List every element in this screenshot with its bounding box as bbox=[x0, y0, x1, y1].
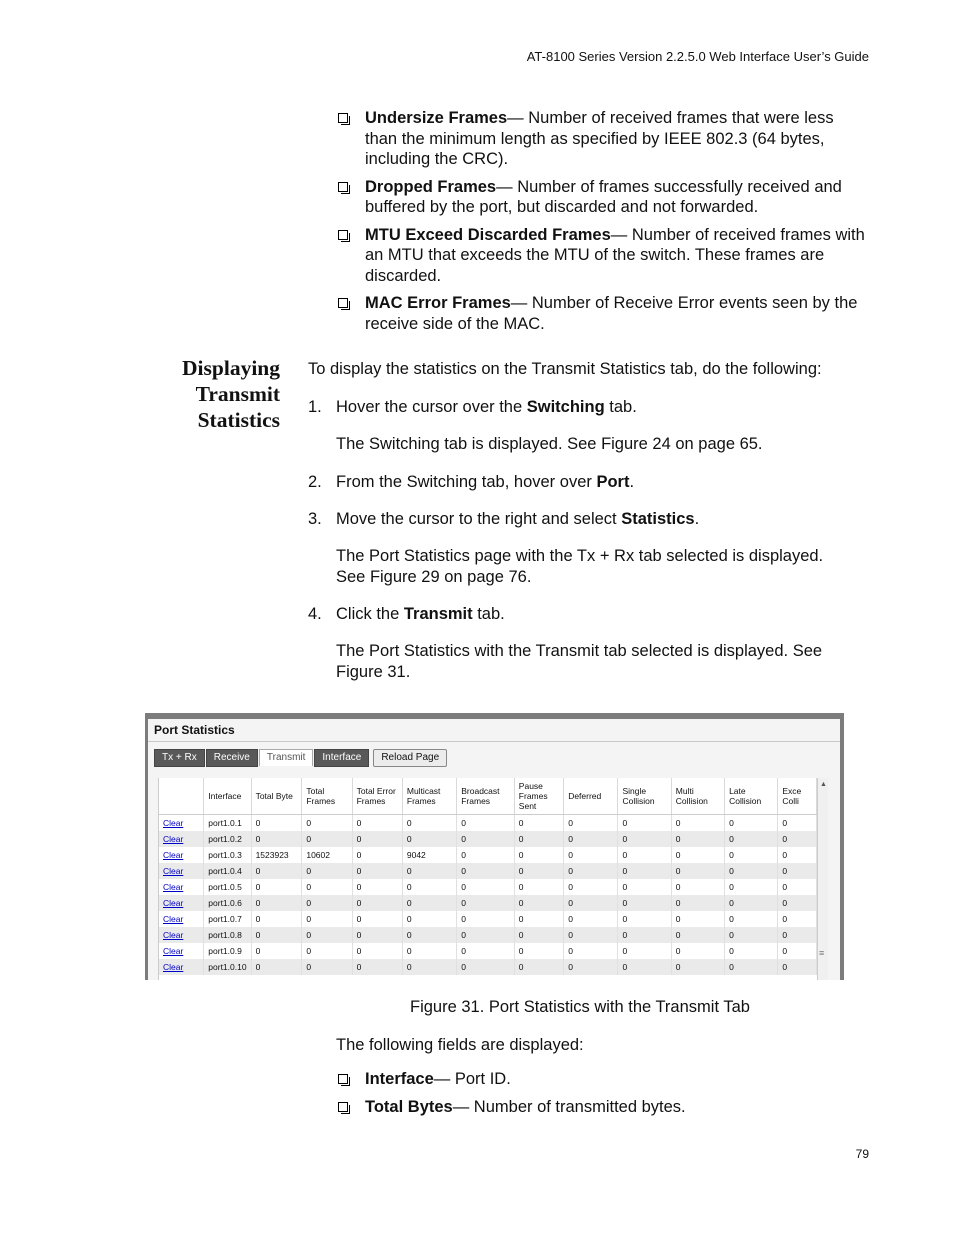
table-cell: 0 bbox=[618, 895, 671, 911]
table-cell: 0 bbox=[725, 911, 778, 927]
table-cell: 0 bbox=[457, 879, 515, 895]
table-cell: 0 bbox=[302, 863, 352, 879]
column-header: Pause Frames Sent bbox=[514, 778, 563, 815]
step-1: 1. Hover the cursor over the Switching tab. bbox=[308, 398, 637, 416]
table-cell: 0 bbox=[778, 959, 817, 975]
table-cell: 1523923 bbox=[251, 847, 302, 863]
table-cell: 0 bbox=[402, 927, 456, 943]
table-cell: 0 bbox=[564, 879, 618, 895]
table-cell: 0 bbox=[725, 943, 778, 959]
table-cell: 0 bbox=[352, 959, 402, 975]
table-cell: 0 bbox=[457, 911, 515, 927]
table-cell: 0 bbox=[514, 879, 563, 895]
table-cell: 0 bbox=[725, 879, 778, 895]
table-cell: 0 bbox=[725, 927, 778, 943]
step-4: 4. Click the Transmit tab. bbox=[308, 605, 505, 623]
table-cell: 0 bbox=[725, 863, 778, 879]
table-cell: 0 bbox=[564, 831, 618, 847]
list-item bbox=[336, 108, 866, 170]
table-row bbox=[159, 863, 817, 879]
field-desc: — Number of received frames that were less than the minimum length as specified by IEEE 802.3 (64 bytes, including the CRC). bbox=[365, 109, 834, 168]
figure-port-statistics bbox=[145, 713, 844, 980]
table-cell: 0 bbox=[671, 879, 724, 895]
table-cell: 0 bbox=[251, 959, 302, 975]
column-header: Multi Collision bbox=[671, 778, 724, 815]
table-cell: 0 bbox=[778, 831, 817, 847]
table-cell: port1.0.4 bbox=[204, 863, 251, 879]
table-cell: 0 bbox=[564, 911, 618, 927]
column-header: Total Frames bbox=[302, 778, 352, 815]
list-item bbox=[336, 177, 866, 218]
column-header: Deferred bbox=[564, 778, 618, 815]
table-cell: port1.0.3 bbox=[204, 847, 251, 863]
table-cell: 0 bbox=[564, 943, 618, 959]
table-cell: 0 bbox=[618, 927, 671, 943]
table-cell: 0 bbox=[457, 927, 515, 943]
table-row bbox=[159, 879, 817, 895]
clear-link[interactable]: Clear bbox=[163, 930, 184, 940]
table-cell: 0 bbox=[251, 911, 302, 927]
table-header-row bbox=[159, 778, 817, 815]
figure-caption: Figure 31. Port Statistics with the Transmit Tab bbox=[410, 998, 750, 1016]
table-cell: 0 bbox=[778, 863, 817, 879]
column-header: Exce Colli bbox=[778, 778, 817, 815]
step-4-result: The Port Statistics with the Transmit tab selected is displayed. See Figure 31. bbox=[336, 642, 823, 681]
table-row bbox=[159, 895, 817, 911]
table-cell: 0 bbox=[302, 927, 352, 943]
running-header: AT-8100 Series Version 2.2.5.0 Web Interface User’s Guide bbox=[526, 49, 869, 64]
scroll-grip-icon[interactable]: ≡ bbox=[819, 948, 825, 958]
column-header bbox=[159, 778, 204, 815]
table-cell: 0 bbox=[725, 895, 778, 911]
clear-cell bbox=[159, 847, 204, 863]
column-header: Interface bbox=[204, 778, 251, 815]
table-cell: 0 bbox=[671, 927, 724, 943]
table-cell: 0 bbox=[402, 895, 456, 911]
field-term: Dropped Frames bbox=[365, 177, 497, 196]
table-cell: port1.0.8 bbox=[204, 927, 251, 943]
table-cell: 0 bbox=[671, 831, 724, 847]
table-cell: port1.0.2 bbox=[204, 831, 251, 847]
section-title: Displaying Transmit Statistics bbox=[182, 356, 280, 432]
table-cell: 0 bbox=[618, 911, 671, 927]
port-statistics-panel bbox=[148, 719, 840, 980]
table-cell: 0 bbox=[514, 815, 563, 832]
field-desc: — Number of transmitted bytes. bbox=[452, 1097, 686, 1116]
field-term: MAC Error Frames bbox=[365, 294, 511, 312]
table-cell: 0 bbox=[671, 847, 724, 863]
column-header: Broadcast Frames bbox=[457, 778, 515, 815]
table-cell: 0 bbox=[514, 895, 563, 911]
table-cell: 0 bbox=[618, 943, 671, 959]
table-cell: 0 bbox=[725, 815, 778, 832]
table-cell: 0 bbox=[352, 911, 402, 927]
table-cell: 0 bbox=[671, 959, 724, 975]
column-header: Total Byte bbox=[251, 778, 302, 815]
divider bbox=[148, 741, 840, 742]
clear-link[interactable]: Clear bbox=[163, 850, 184, 860]
table-cell: 0 bbox=[302, 879, 352, 895]
table-cell: 0 bbox=[778, 895, 817, 911]
table-row bbox=[159, 831, 817, 847]
table-cell: 0 bbox=[251, 895, 302, 911]
column-header: Late Collision bbox=[725, 778, 778, 815]
column-header: Single Collision bbox=[618, 778, 671, 815]
table-cell: 0 bbox=[251, 815, 302, 832]
table-cell: 0 bbox=[671, 911, 724, 927]
table-cell: 0 bbox=[618, 879, 671, 895]
table-cell: 0 bbox=[352, 847, 402, 863]
page-number: 79 bbox=[855, 1147, 869, 1161]
reload-page-button[interactable]: Reload Page bbox=[373, 749, 447, 767]
table-cell: 0 bbox=[402, 943, 456, 959]
field-desc: — Number of Receive Error events seen by the receive side of the MAC. bbox=[365, 294, 858, 333]
table-cell: 0 bbox=[457, 847, 515, 863]
checkbox-bullet-icon bbox=[338, 113, 348, 123]
checkbox-bullet-icon bbox=[338, 230, 348, 240]
table-cell: 0 bbox=[302, 943, 352, 959]
table-cell: 0 bbox=[671, 863, 724, 879]
table-cell: 0 bbox=[402, 863, 456, 879]
table-row bbox=[159, 815, 817, 832]
clear-cell bbox=[159, 815, 204, 832]
field-term: MTU Exceed Discarded Frames bbox=[365, 225, 611, 244]
table-cell: 0 bbox=[618, 863, 671, 879]
table-cell: 0 bbox=[352, 815, 402, 832]
table-cell: 0 bbox=[457, 895, 515, 911]
table-cell: 0 bbox=[457, 815, 515, 832]
table-cell: 0 bbox=[514, 959, 563, 975]
list-item bbox=[336, 1097, 866, 1118]
table-cell: 10602 bbox=[302, 847, 352, 863]
tab-bar bbox=[154, 749, 448, 767]
checkbox-bullet-icon bbox=[338, 182, 348, 192]
table-cell: 9042 bbox=[402, 847, 456, 863]
table-cell: 0 bbox=[402, 815, 456, 832]
table-cell: port1.0.1 bbox=[204, 815, 251, 832]
table-cell: 0 bbox=[302, 831, 352, 847]
table-cell: 0 bbox=[402, 831, 456, 847]
step-3: 3. Move the cursor to the right and select Statistics. bbox=[308, 510, 700, 528]
table-cell: port1.0.5 bbox=[204, 879, 251, 895]
clear-link[interactable]: Clear bbox=[163, 898, 184, 908]
field-desc: — Number of received frames with an MTU that exceeds the MTU of the switch. These frames are discarded. bbox=[365, 225, 865, 285]
table-cell: 0 bbox=[725, 847, 778, 863]
table-cell: 0 bbox=[352, 927, 402, 943]
table-row bbox=[159, 959, 817, 975]
table-cell: 0 bbox=[402, 879, 456, 895]
table-cell: 0 bbox=[251, 831, 302, 847]
scroll-up-arrow-icon[interactable]: ▲ bbox=[820, 781, 827, 788]
table-cell: 0 bbox=[725, 831, 778, 847]
section-intro: To display the statistics on the Transmit Statistics tab, do the following: bbox=[308, 360, 822, 378]
table-cell: 0 bbox=[302, 911, 352, 927]
table-cell: port1.0.9 bbox=[204, 943, 251, 959]
table-cell: 0 bbox=[564, 863, 618, 879]
table-cell: 0 bbox=[671, 815, 724, 832]
table-cell: 0 bbox=[402, 959, 456, 975]
clear-cell bbox=[159, 943, 204, 959]
following-intro: The following fields are displayed: bbox=[336, 1036, 584, 1054]
statistics-table-viewport bbox=[158, 778, 817, 980]
step-3-result: The Port Statistics page with the Tx + Rx tab selected is displayed. See Figure 29 on page 76. bbox=[336, 547, 824, 586]
table-cell: port1.0.7 bbox=[204, 911, 251, 927]
table-cell: 0 bbox=[251, 927, 302, 943]
clear-cell bbox=[159, 863, 204, 879]
clear-link[interactable]: Clear bbox=[163, 818, 184, 828]
table-cell: 0 bbox=[564, 815, 618, 832]
table-cell: 0 bbox=[251, 879, 302, 895]
clear-link[interactable]: Clear bbox=[163, 882, 184, 892]
table-cell: 0 bbox=[671, 895, 724, 911]
clear-link[interactable]: Clear bbox=[163, 962, 184, 972]
clear-cell bbox=[159, 831, 204, 847]
table-cell: 0 bbox=[352, 895, 402, 911]
table-cell: 0 bbox=[778, 879, 817, 895]
table-cell: 0 bbox=[514, 943, 563, 959]
tab-interface[interactable]: Interface bbox=[314, 749, 369, 767]
clear-link[interactable]: Clear bbox=[163, 946, 184, 956]
tab-receive[interactable]: Receive bbox=[206, 749, 258, 767]
clear-link[interactable]: Clear bbox=[163, 834, 184, 844]
table-row bbox=[159, 847, 817, 863]
table-cell: 0 bbox=[457, 959, 515, 975]
table-cell: 0 bbox=[352, 863, 402, 879]
tab-transmit[interactable]: Transmit bbox=[259, 749, 314, 766]
table-cell: 0 bbox=[778, 911, 817, 927]
table-row bbox=[159, 927, 817, 943]
table-cell: 0 bbox=[251, 943, 302, 959]
table-cell: 0 bbox=[402, 911, 456, 927]
table-cell: 0 bbox=[725, 959, 778, 975]
table-cell: 0 bbox=[302, 815, 352, 832]
step-1-result: The Switching tab is displayed. See Figure 24 on page 65. bbox=[336, 435, 763, 453]
table-cell: 0 bbox=[251, 863, 302, 879]
list-item bbox=[336, 1069, 866, 1090]
field-term: Undersize Frames bbox=[365, 109, 508, 127]
field-desc: — Number of frames successfully received and buffered by the port, but discarded and not forwarded. bbox=[365, 177, 842, 216]
table-cell: 0 bbox=[778, 815, 817, 832]
receive-fields-list bbox=[336, 108, 866, 341]
table-cell: 0 bbox=[514, 863, 563, 879]
field-desc: — Port ID. bbox=[433, 1070, 511, 1088]
clear-cell bbox=[159, 911, 204, 927]
checkbox-bullet-icon bbox=[338, 1074, 348, 1084]
table-cell: 0 bbox=[618, 831, 671, 847]
statistics-table bbox=[159, 778, 817, 975]
table-cell: 0 bbox=[457, 863, 515, 879]
table-scrollbar[interactable] bbox=[817, 778, 828, 980]
clear-cell bbox=[159, 879, 204, 895]
table-cell: 0 bbox=[618, 847, 671, 863]
table-cell: 0 bbox=[352, 879, 402, 895]
table-cell: 0 bbox=[564, 847, 618, 863]
table-cell: 0 bbox=[514, 847, 563, 863]
table-row bbox=[159, 911, 817, 927]
list-item bbox=[336, 225, 866, 287]
table-cell: port1.0.6 bbox=[204, 895, 251, 911]
column-header: Multicast Frames bbox=[402, 778, 456, 815]
table-cell: 0 bbox=[514, 911, 563, 927]
table-cell: 0 bbox=[352, 831, 402, 847]
table-cell: 0 bbox=[514, 927, 563, 943]
table-cell: 0 bbox=[302, 959, 352, 975]
checkbox-bullet-icon bbox=[338, 298, 348, 308]
panel-title: Port Statistics bbox=[154, 723, 235, 737]
table-cell: 0 bbox=[514, 831, 563, 847]
clear-cell bbox=[159, 959, 204, 975]
table-cell: 0 bbox=[564, 927, 618, 943]
table-cell: 0 bbox=[564, 895, 618, 911]
step-2: 2. From the Switching tab, hover over Port. bbox=[308, 473, 635, 491]
table-cell: 0 bbox=[778, 927, 817, 943]
table-row bbox=[159, 943, 817, 959]
tab-tx-rx[interactable]: Tx + Rx bbox=[154, 749, 205, 767]
table-cell: 0 bbox=[352, 943, 402, 959]
table-cell: 0 bbox=[671, 943, 724, 959]
field-term: Total Bytes bbox=[365, 1097, 453, 1116]
clear-cell bbox=[159, 895, 204, 911]
table-cell: port1.0.10 bbox=[204, 959, 251, 975]
table-cell: 0 bbox=[618, 959, 671, 975]
transmit-fields-list bbox=[336, 1069, 866, 1124]
clear-link[interactable]: Clear bbox=[163, 866, 184, 876]
table-cell: 0 bbox=[778, 943, 817, 959]
table-body bbox=[159, 815, 817, 976]
field-term: Interface bbox=[365, 1070, 434, 1088]
clear-cell bbox=[159, 927, 204, 943]
table-cell: 0 bbox=[778, 847, 817, 863]
list-item bbox=[336, 293, 866, 334]
table-cell: 0 bbox=[302, 895, 352, 911]
table-cell: 0 bbox=[564, 959, 618, 975]
checkbox-bullet-icon bbox=[338, 1102, 348, 1112]
clear-link[interactable]: Clear bbox=[163, 914, 184, 924]
table-cell: 0 bbox=[457, 943, 515, 959]
table-cell: 0 bbox=[618, 815, 671, 832]
table-cell: 0 bbox=[457, 831, 515, 847]
column-header: Total Error Frames bbox=[352, 778, 402, 815]
